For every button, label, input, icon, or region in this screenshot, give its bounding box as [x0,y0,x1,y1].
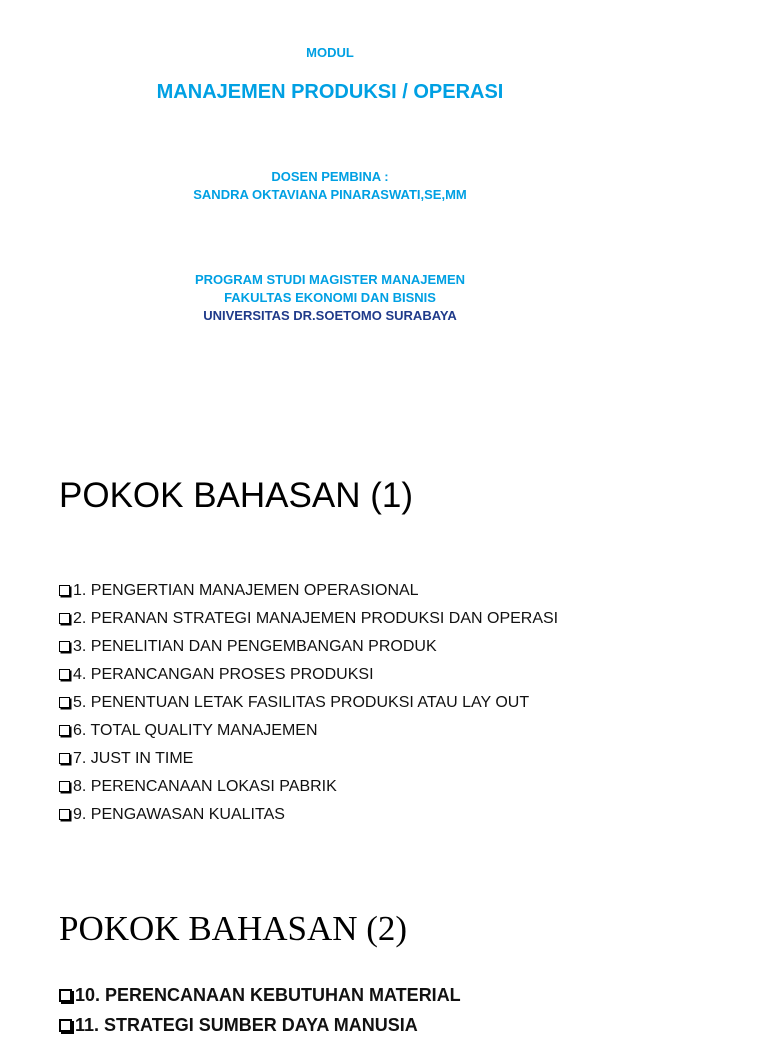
checkbox-bullet-icon [59,989,72,1002]
list-item-label: 9. PENGAWASAN KUALITAS [73,806,285,823]
checkbox-bullet-icon [59,585,70,596]
list-item [59,608,558,636]
list-item-label: 3. PENELITIAN DAN PENGEMBANGAN PRODUK [73,638,437,655]
list-item [59,720,558,748]
list-item-label: 2. PERANAN STRATEGI MANAJEMEN PRODUKSI DAN OPERASI [73,610,559,627]
checkbox-bullet-icon [59,641,70,652]
dosen-name: SANDRA OKTAVIANA PINARASWATI,SE,MM [193,187,467,202]
list-item-label: 1. PENGERTIAN MANAJEMEN OPERASIONAL [73,582,419,599]
universitas: UNIVERSITAS DR.SOETOMO SURABAYA [203,308,457,323]
checkbox-bullet-icon [59,697,70,708]
section-2-topic-list [59,983,461,1043]
checkbox-bullet-icon [59,781,70,792]
list-item-label: 7. JUST IN TIME [73,750,194,767]
list-item [59,748,558,776]
list-item-label: 4. PERANCANGAN PROSES PRODUKSI [73,666,374,683]
list-item [59,804,558,832]
list-item-label: 10. PERENCANAAN KEBUTUHAN MATERIAL [75,985,461,1005]
fakultas: FAKULTAS EKONOMI DAN BISNIS [224,290,436,305]
program-studi: PROGRAM STUDI MAGISTER MANAJEMEN [194,272,466,287]
checkbox-bullet-icon [59,753,70,764]
checkbox-bullet-icon [59,809,70,820]
list-item [59,776,558,804]
list-item [59,692,558,720]
list-item-label: 5. PENENTUAN LETAK FASILITAS PRODUKSI ATAU LAY OUT [73,694,530,711]
checkbox-bullet-icon [59,1019,72,1032]
document-title: MANAJEMEN PRODUKSI / OPERASI [156,81,504,103]
list-item [59,983,461,1013]
section-1-topic-list [59,580,558,832]
list-item-label: 8. PERENCANAAN LOKASI PABRIK [73,778,337,795]
modul-label: MODUL [306,45,354,60]
list-item-label: 11. STRATEGI SUMBER DAYA MANUSIA [75,1015,418,1035]
list-item [59,636,558,664]
dosen-label: DOSEN PEMBINA : [271,169,389,184]
section-2-heading: POKOK BAHASAN (2) [59,909,408,948]
list-item [59,1013,461,1043]
checkbox-bullet-icon [59,725,70,736]
checkbox-bullet-icon [59,669,70,680]
list-item [59,664,558,692]
section-1-heading: POKOK BAHASAN (1) [59,476,413,515]
list-item [59,580,558,608]
list-item-label: 6. TOTAL QUALITY MANAJEMEN [73,722,318,739]
checkbox-bullet-icon [59,613,70,624]
